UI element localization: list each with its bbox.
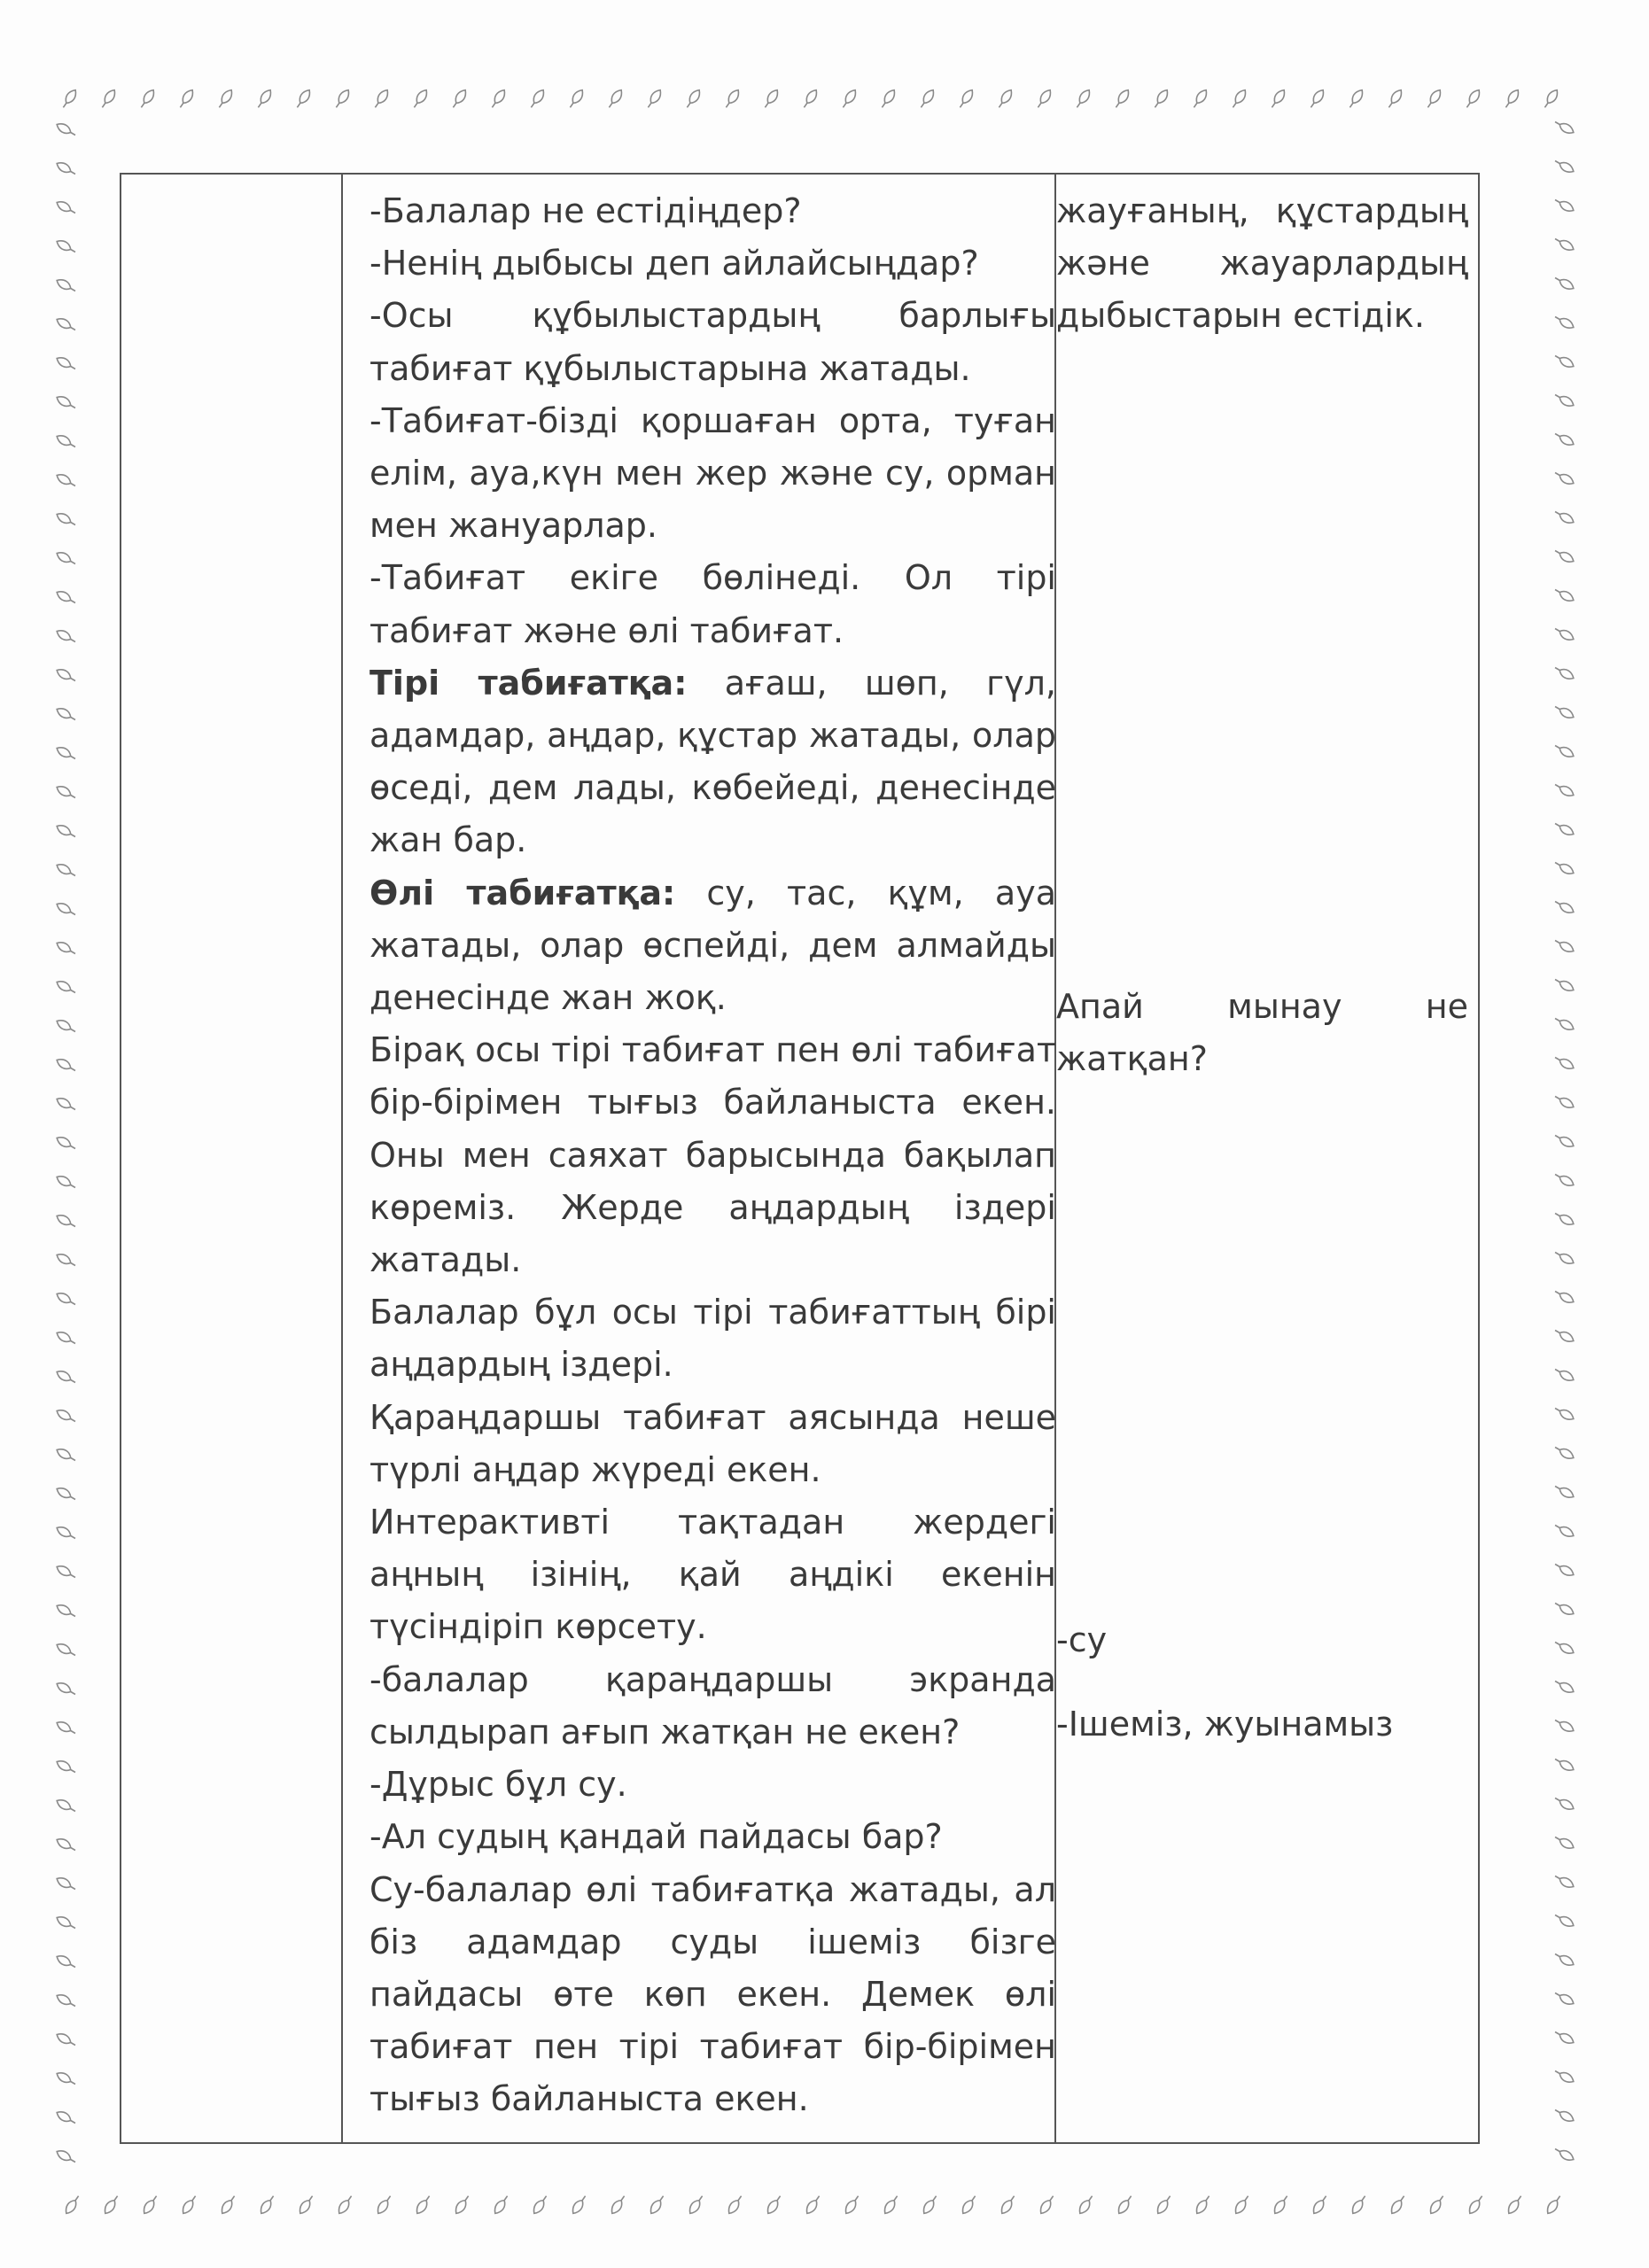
text-line: Балалар бұл осы тірі табиғаттың бірі аңдардың іздері. bbox=[369, 1293, 1056, 1385]
nonliving-nature-label: Өлі табиғатқа: bbox=[369, 873, 676, 913]
text-line: -Ал судың қандай пайдасы бар? bbox=[369, 1817, 943, 1857]
text-line: Интерактивті тақтадан жердегі аңның ізінің, қай аңдікі екенін түсіндіріп көрсету. bbox=[369, 1503, 1056, 1647]
stage-column bbox=[121, 175, 343, 2142]
teacher-text bbox=[369, 185, 1056, 2126]
response-block bbox=[1056, 981, 1468, 1085]
text-line: Су-балалар өлі табиғатқа жатады, ал біз адамдар суды ішеміз бізге пайдасы өте көп екен. Демек өлі табиғат пен тірі табиғат бір-бірімен тығыз байланыста екен. bbox=[369, 1869, 1056, 2119]
text-line: -Балалар не естідіңдер? bbox=[369, 191, 802, 230]
lesson-table bbox=[120, 173, 1480, 2144]
response-text: -су bbox=[1056, 1620, 1108, 1659]
text-line: Бірақ осы тірі табиғат пен өлі табиғат бір-бірімен тығыз байланыста екен. Оны мен саяхат барысында бақылап көреміз. Жерде аңдардың іздері жатады. bbox=[369, 1030, 1056, 1280]
nonliving-nature-paragraph bbox=[369, 867, 1056, 1025]
response-block bbox=[1056, 1698, 1468, 1751]
text-line: -Осы құбылыстардың барлығы табиғат құбылыстарына жатады. bbox=[369, 296, 1056, 388]
text-line: Қараңдаршы табиғат аясында неше түрлі аңдар жүреді екен. bbox=[369, 1397, 1056, 1489]
teacher-activity-column bbox=[343, 175, 1056, 2142]
response-text: -Ішеміз, жуынамыз bbox=[1056, 1705, 1394, 1744]
living-nature-paragraph bbox=[369, 657, 1056, 867]
response-text: Апай мынау не жатқан? bbox=[1056, 987, 1468, 1079]
response-text: жауғаның, құстардың және жауарлардың дыбыстарын естідік. bbox=[1056, 191, 1468, 336]
living-nature-label: Тірі табиғатқа: bbox=[369, 663, 688, 703]
text-line: -Дұрыс бұл су. bbox=[369, 1765, 627, 1805]
text-line: -балалар қараңдаршы экранда сылдырап ағып жатқан не екен? bbox=[369, 1659, 1056, 1751]
living-nature-text: ағаш, шөп, гүл, адамдар, аңдар, құстар жатады, олар өседі, дем лады, көбейеді, денесінде жан бар. bbox=[369, 663, 1056, 860]
student-response-column bbox=[1056, 175, 1478, 2142]
text-line: -Табиғат екігe бөлінеді. Ол тірі табиғат және өлі табиғат. bbox=[369, 558, 1056, 650]
nonliving-nature-text: су, тас, құм, ауа жатады, олар өспейді, дем алмайды денесінде жан жоқ. bbox=[369, 873, 1056, 1018]
response-block bbox=[1056, 1614, 1468, 1666]
text-line: -Ненің дыбысы деп айлайсыңдар? bbox=[369, 244, 979, 284]
text-line: -Табиғат-бізді қоршаған орта, туған елім, ауа,күн мен жер және су, орман мен жануарлар. bbox=[369, 400, 1056, 546]
response-block bbox=[1056, 185, 1468, 343]
